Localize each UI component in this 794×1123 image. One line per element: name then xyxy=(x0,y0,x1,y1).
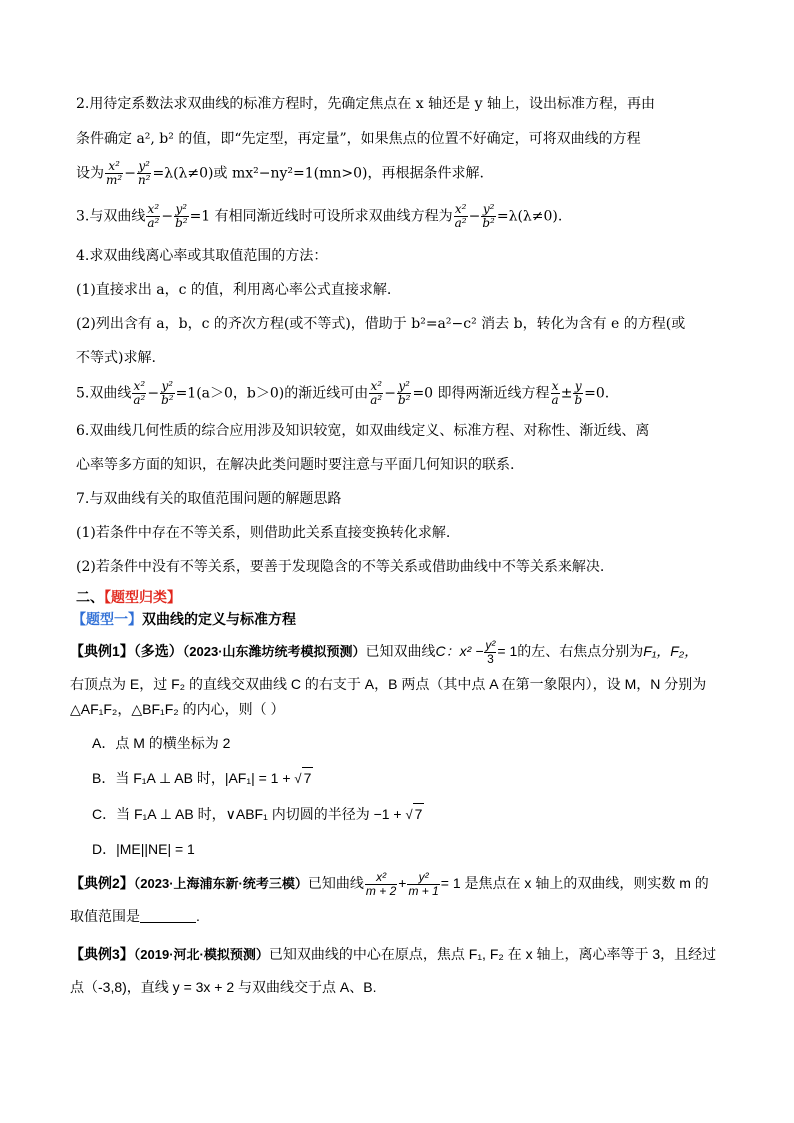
answer-blank[interactable] xyxy=(140,908,196,923)
item7-line3: (2)若条件中没有不等关系，要善于发现隐含的不等关系或借助曲线中不等关系来解决. xyxy=(76,559,605,575)
fraction: $\frac{\text{x²}}{\text{a²}}$ xyxy=(133,379,146,407)
example2-line2: 取值范围是 . xyxy=(70,908,200,924)
topic-header: 【题型一】双曲线的定义与标准方程 xyxy=(72,611,296,627)
example2-line1: 【典例2】（2023·上海浦东新·统考三模）已知曲线 $\frac{\text{x²}}{m + 2}$ + $\frac{\text{y²}}{m + 1}$ = 1 是焦点在 x 轴上的双曲线，则实数 m 的 xyxy=(70,870,709,898)
item4-line3: (2)列出含有 a，b，c 的齐次方程(或不等式)，借助于 b²=a²−c² 消去 b，转化为含有 e 的方程(或 xyxy=(76,316,686,332)
option-c: C．当 F₁A ⊥ AB 时，∨ABF₁ 内切圆的半径为 −1 + √ 7 xyxy=(76,803,726,825)
item6-line2: 心率等多方面的知识，在解决此类问题时要注意与平面几何知识的联系. xyxy=(76,457,515,473)
fraction: $\frac{\text{y²}}{\text{b²}}$ xyxy=(482,202,495,230)
option-d: D．|ME||NE| = 1 xyxy=(92,841,195,857)
fraction: $\frac{\text{y²}}{\text{b²}}$ xyxy=(161,379,174,407)
option-a: A．点 M 的横坐标为 2 xyxy=(92,735,231,751)
fraction: $\frac{x}{a}$ xyxy=(551,379,559,407)
example3-line2: 点（-3,8)，直线 y = 3x + 2 与双曲线交于点 A、B. xyxy=(70,979,377,995)
item2-line3: 设为 $\frac{\text{x²}}{\text{m²}}$ − $\frac{\text{y²}}{\text{n²}}$ =λ(λ≠0)或 mx²−ny²=1(mn>0)，再根据条件求解. xyxy=(76,159,484,187)
fraction: $\frac{\text{y²}}{m + 1}$ xyxy=(408,870,439,898)
fraction: $\frac{\text{y²}}{\text{n²}}$ xyxy=(137,159,151,187)
item3-line: 3.与双曲线 $\frac{\text{x²}}{\text{a²}}$ − $\frac{\text{y²}}{\text{b²}}$ =1 有相同渐近线时可设所求双曲线方程为 $\frac{\text{x²}}{\text{a²}}$ − $\frac{\text{y²}}{\text{b²}}$ =λ(λ≠0). xyxy=(76,202,563,230)
fraction: $\frac{\text{x²}}{\text{a²}}$ xyxy=(147,202,160,230)
content xyxy=(70,90,726,997)
item4-line2: (1)直接求出 a，c 的值，利用离心率公式直接求解. xyxy=(76,282,392,298)
item2-line2: 条件确定 a², b² 的值，即“先定型，再定量”，如果焦点的位置不好确定，可将双曲线的方程 xyxy=(76,131,641,147)
item7-line2: (1)若条件中存在不等关系，则借助此关系直接变换转化求解. xyxy=(76,525,451,541)
fraction: $\frac{\text{x²}}{\text{a²}}$ xyxy=(370,379,383,407)
item2-line1: 2.用待定系数法求双曲线的标准方程时，先确定焦点在 x 轴还是 y 轴上，设出标准方程，再由 xyxy=(76,96,655,112)
example1-line3: △AF₁F₂，△BF₁F₂ 的内心，则（ ） xyxy=(70,701,285,717)
example1-line1: 【典例1】（多选）（2023·山东潍坊统考模拟预测）已知双曲线C：x² − $\frac{\text{y²}}{3}$ = 1的左、右焦点分别为F₁，F₂， xyxy=(70,638,699,666)
fraction: $\frac{y}{b}$ xyxy=(574,379,583,407)
fraction: $\frac{\text{x²}}{\text{m²}}$ xyxy=(106,159,123,187)
item5-line: 5.双曲线 $\frac{\text{x²}}{\text{a²}}$ − $\frac{\text{y²}}{\text{b²}}$ =1(a＞0，b＞0)的渐近线可由 $\frac{\text{x²}}{\text{a²}}$ − $\frac{\text{y²}}{\text{b²}}$ =0 即得两渐近线方程 $\frac{x}{a}$ ± $\frac{y}{b}$ =0. xyxy=(76,379,610,407)
example3-line1: 【典例3】（2019·河北·模拟预测）已知双曲线的中心在原点，焦点 F₁, F₂ 在 x 轴上，离心率等于 3，且经过 xyxy=(70,946,717,962)
fraction: $\frac{\text{y²}}{\text{b²}}$ xyxy=(397,379,411,407)
item7-line1: 7.与双曲线有关的取值范围问题的解题思路 xyxy=(76,491,342,507)
item4-line4: 不等式)求解. xyxy=(76,350,156,366)
item4-line1: 4.求双曲线离心率或其取值范围的方法： xyxy=(76,248,328,264)
fraction: $\frac{\text{y²}}{\text{b²}}$ xyxy=(175,202,188,230)
example1-line2: 右顶点为 E，过 F₂ 的直线交双曲线 C 的右支于 A，B 两点（其中点 A 在第一象限内），设 M，N 分别为 xyxy=(70,676,707,692)
fraction: $\frac{\text{x²}}{\text{a²}}$ xyxy=(454,202,467,230)
section-header: 二、【题型归类】 xyxy=(76,589,181,605)
fraction: $\frac{\text{x²}}{m + 2}$ xyxy=(365,870,397,898)
item6-line1: 6.双曲线几何性质的综合应用涉及知识较宽，如双曲线定义、标准方程、对称性、渐近线、离 xyxy=(76,423,650,439)
option-b: B．当 F₁A ⊥ AB 时，|AF₁| = 1 + √ 7 xyxy=(76,767,726,789)
fraction: $\frac{\text{y²}}{3}$ xyxy=(485,638,496,666)
